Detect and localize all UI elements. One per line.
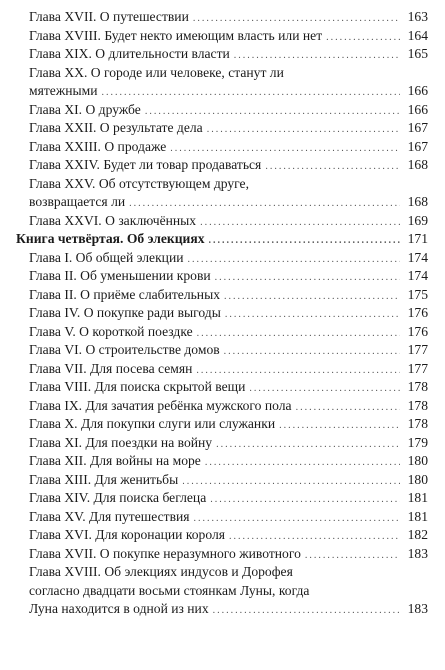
toc-entry-title: Глава IX. Для зачатия ребёнка мужского пола <box>29 397 292 413</box>
toc-page-number: 168 <box>407 157 428 172</box>
toc-entry <box>16 545 428 564</box>
toc-entry-title: Глава V. О короткой поездке <box>29 323 193 339</box>
toc-entry-title: Глава II. Об уменьшении крови <box>29 268 211 283</box>
dot-leader <box>197 325 400 344</box>
dot-leader <box>182 473 400 492</box>
toc-entry <box>16 434 428 453</box>
toc-entry-title: Глава I. Об общей элекции <box>29 249 184 265</box>
toc-entry <box>16 64 428 83</box>
dot-leader <box>209 232 400 251</box>
toc-entry <box>16 360 428 379</box>
toc-page-number: 178 <box>407 379 428 394</box>
toc-page-number: 182 <box>407 527 428 542</box>
toc-page-number: 183 <box>407 545 428 561</box>
toc-page-number: 180 <box>407 453 428 468</box>
toc-entry <box>16 82 428 101</box>
table-of-contents <box>16 8 428 619</box>
toc-entry <box>16 415 428 434</box>
toc-page-number: 169 <box>407 212 428 228</box>
toc-entry-title: Луна находится в одной из них <box>29 601 209 616</box>
toc-entry-title: Глава XVIII. Об элекциях индусов и Дорофея <box>29 564 293 579</box>
toc-entry <box>16 138 428 157</box>
toc-entry <box>16 397 428 416</box>
toc-entry-title: Глава II. О приёме слабительных <box>29 286 221 302</box>
dot-leader <box>207 121 400 140</box>
toc-page-number: 175 <box>407 286 428 302</box>
dot-leader <box>213 602 400 621</box>
dot-leader <box>326 29 400 48</box>
toc-entry <box>16 563 428 582</box>
toc-entry <box>16 600 428 619</box>
toc-entry <box>16 489 428 508</box>
toc-entry <box>16 175 428 194</box>
toc-entry-title: Глава VI. О строительстве домов <box>29 342 220 357</box>
dot-leader <box>224 288 400 307</box>
dot-leader <box>265 158 400 177</box>
toc-entry <box>16 193 428 212</box>
toc-page-number: 171 <box>407 231 428 246</box>
toc-entry-title: Глава VIII. Для поиска скрытой вещи <box>29 379 246 394</box>
toc-page-number: 178 <box>407 397 428 413</box>
toc-entry <box>16 304 428 323</box>
toc-page-number: 180 <box>407 471 428 487</box>
toc-page-number: 176 <box>407 305 428 320</box>
toc-entry-title: согласно двадцати восьми стоянкам Луны, когда <box>29 582 310 598</box>
toc-entry-title: Глава XIV. Для поиска беглеца <box>29 490 207 505</box>
toc-page-number: 164 <box>407 27 428 43</box>
toc-entry-title: Глава XI. Для поездки на войну <box>29 434 213 450</box>
toc-entry <box>16 452 428 471</box>
dot-leader <box>225 306 400 325</box>
toc-entry-title: Глава XVI. Для коронации короля <box>29 527 225 542</box>
toc-page-number: 178 <box>407 416 428 431</box>
dot-leader <box>224 343 400 362</box>
toc-book-heading <box>16 230 428 249</box>
toc-entry <box>16 341 428 360</box>
toc-page-number: 176 <box>407 323 428 339</box>
toc-page-number: 166 <box>407 101 428 117</box>
toc-page-number: 167 <box>407 120 428 135</box>
toc-entry-title: Глава VII. Для посева семян <box>29 360 193 376</box>
toc-entry <box>16 27 428 46</box>
toc-entry <box>16 582 428 601</box>
toc-entry <box>16 471 428 490</box>
dot-leader <box>102 84 400 103</box>
toc-page-number: 166 <box>407 83 428 98</box>
toc-entry <box>16 508 428 527</box>
toc-page-number: 183 <box>407 601 428 616</box>
toc-entry <box>16 286 428 305</box>
toc-page-number: 167 <box>407 138 428 154</box>
toc-entry <box>16 323 428 342</box>
toc-entry-title: Глава XVII. О путешествии <box>29 9 189 24</box>
toc-entry-title: Глава X. Для покупки слуги или служанки <box>29 416 276 431</box>
dot-leader <box>210 491 400 510</box>
toc-page-number: 177 <box>407 342 428 357</box>
toc-entry-title: Книга четвёртая. Об элекциях <box>16 231 205 246</box>
toc-entry <box>16 45 428 64</box>
toc-entry-title: Глава XIX. О длительности власти <box>29 46 230 61</box>
toc-entry-title: возвращается ли <box>29 194 126 209</box>
dot-leader <box>200 214 400 233</box>
toc-entry <box>16 156 428 175</box>
toc-entry <box>16 249 428 268</box>
toc-page-number: 181 <box>407 490 428 505</box>
toc-entry-title: Глава XV. Для путешествия <box>29 508 190 524</box>
toc-page-number: 165 <box>407 46 428 61</box>
dot-leader <box>279 417 400 436</box>
toc-entry-title: Глава XXIV. Будет ли товар продаваться <box>29 157 262 172</box>
toc-entry <box>16 212 428 231</box>
toc-entry <box>16 8 428 27</box>
toc-entry-title: Глава XII. Для войны на море <box>29 453 201 468</box>
toc-page-number: 177 <box>407 360 428 376</box>
dot-leader <box>216 436 400 455</box>
dot-leader <box>215 269 400 288</box>
dot-leader <box>296 399 400 418</box>
toc-entry-title: Глава XXIII. О продаже <box>29 138 167 154</box>
toc-entry <box>16 101 428 120</box>
toc-page-number: 163 <box>407 9 428 24</box>
toc-page-number: 181 <box>407 508 428 524</box>
toc-entry-title: Глава XI. О дружбе <box>29 101 141 117</box>
toc-entry-title: Глава XIII. Для женитьбы <box>29 471 179 487</box>
toc-entry-title: Глава XVIII. Будет некто имеющим власть или нет <box>29 27 323 43</box>
toc-page-number: 174 <box>407 249 428 265</box>
toc-page-number: 174 <box>407 268 428 283</box>
toc-entry-title: Глава XXV. Об отсутствующем друге, <box>29 175 249 191</box>
toc-entry-title: мятежными <box>29 83 98 98</box>
toc-entry <box>16 378 428 397</box>
toc-entry-title: Глава XXII. О результате дела <box>29 120 203 135</box>
toc-entry <box>16 267 428 286</box>
toc-entry <box>16 119 428 138</box>
toc-entry-title: Глава XX. О городе или человеке, станут ли <box>29 64 284 80</box>
toc-page-number: 168 <box>407 194 428 209</box>
toc-page-number: 179 <box>407 434 428 450</box>
toc-entry <box>16 526 428 545</box>
toc-entry-title: Глава XVII. О покупке неразумного животного <box>29 545 301 561</box>
dot-leader <box>205 454 400 473</box>
dot-leader <box>188 251 400 270</box>
dot-leader <box>305 547 400 566</box>
toc-entry-title: Глава XXVI. О заключённых <box>29 212 197 228</box>
toc-entry-title: Глава IV. О покупке ради выгоды <box>29 305 221 320</box>
